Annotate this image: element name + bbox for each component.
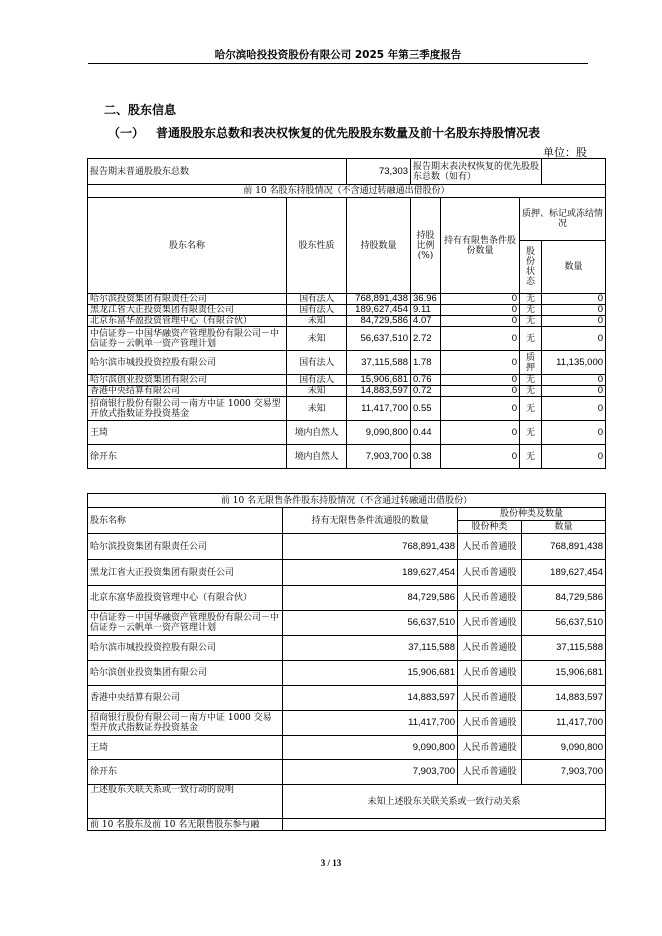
- section-title: 二、股东信息: [104, 103, 177, 117]
- shareholder-name: 北京东富华盈投资管理中心（有限合伙）: [88, 586, 283, 611]
- share-qty: 37,115,588: [522, 636, 606, 661]
- holding-ratio: 0.72: [411, 386, 441, 397]
- share-type: 人民币普通股: [458, 636, 522, 661]
- shareholder-name: 哈尔滨创业投资集团有限公司: [88, 375, 287, 386]
- restricted-shares: 0: [441, 397, 520, 421]
- pledge-status: 无: [520, 445, 542, 469]
- col-header-type: 股份种类: [458, 521, 522, 534]
- shareholder-nature: 境内自然人: [287, 421, 347, 445]
- unrestricted-shares: 37,115,588: [283, 636, 458, 661]
- subsection-number: （一）: [108, 126, 145, 140]
- share-qty: 15,906,681: [522, 661, 606, 686]
- pledge-qty: 0: [542, 421, 606, 445]
- page-number: 3 / 13: [320, 858, 342, 868]
- shareholder-name: 王琦: [88, 421, 287, 445]
- table-row: [88, 386, 606, 397]
- shareholder-name: 黑龙江省大正投资集团有限责任公司: [88, 305, 287, 316]
- col-header-shares: 持股数量: [347, 198, 411, 294]
- table-row: [88, 305, 606, 316]
- holding-ratio: 0.76: [411, 375, 441, 386]
- share-qty: 189,627,454: [522, 560, 606, 586]
- last-row: [88, 819, 606, 831]
- col-header-name: 股东名称: [88, 508, 283, 534]
- pledge-status: 无: [520, 327, 542, 351]
- share-type: 人民币普通股: [458, 611, 522, 636]
- shareholder-name: 徐开东: [88, 445, 287, 469]
- share-type: 人民币普通股: [458, 686, 522, 711]
- shareholder-nature: 国有法人: [287, 305, 347, 316]
- report-header: 哈尔滨哈投投资股份有限公司 2025 年第三季度报告: [214, 49, 462, 61]
- related-value: 未知上述股东关联关系或一致行动关系: [283, 785, 606, 819]
- table-row: [88, 586, 606, 611]
- last-row-label: 前 10 名股东及前 10 名无限售股东参与融: [88, 819, 283, 831]
- shareholder-name: 招商银行股份有限公司－南方中证 1000 交易型开放式指数证券投资基金: [88, 711, 283, 736]
- shareholder-name: 哈尔滨投资集团有限责任公司: [88, 534, 283, 560]
- top10-unrestricted-table: [87, 493, 606, 831]
- pledge-qty: 0: [542, 316, 606, 327]
- table-row: [88, 560, 606, 586]
- col-header-name: 股东名称: [88, 198, 287, 294]
- shareholder-nature: 境内自然人: [287, 445, 347, 469]
- pledge-qty: 11,135,000: [542, 351, 606, 375]
- col-header-qty: 数量: [522, 521, 606, 534]
- unrestricted-shares: 56,637,510: [283, 611, 458, 636]
- shares-held: 768,891,438: [347, 294, 411, 305]
- table-row: [88, 397, 606, 421]
- pledge-qty: 0: [542, 445, 606, 469]
- share-qty: 7,903,700: [522, 760, 606, 785]
- shares-held: 189,627,454: [347, 305, 411, 316]
- shareholder-name: 中信证券－中国华融资产管理股份有限公司－中信证券－云帆单一资产管理计划: [88, 327, 287, 351]
- shareholder-name: 香港中央结算有限公司: [88, 386, 287, 397]
- pledge-status: 无: [520, 397, 542, 421]
- col-header-pledge-qty: 数量: [542, 241, 606, 294]
- share-type: 人民币普通股: [458, 560, 522, 586]
- restricted-shares: 0: [441, 305, 520, 316]
- shareholder-nature: 未知: [287, 316, 347, 327]
- subsection-text: 普通股股东总数和表决权恢复的优先股股东数量及前十名股东持股情况表: [156, 126, 541, 140]
- shareholder-name: 王琦: [88, 736, 283, 760]
- table-row: [88, 636, 606, 661]
- share-type: 人民币普通股: [458, 586, 522, 611]
- table-row: [88, 294, 606, 305]
- holding-ratio: 9.11: [411, 305, 441, 316]
- related-label: 上述股东关联关系或一致行动的说明: [88, 785, 283, 819]
- unrestricted-shares: 9,090,800: [283, 736, 458, 760]
- share-qty: 84,729,586: [522, 586, 606, 611]
- table-row: [88, 421, 606, 445]
- shares-held: 9,090,800: [347, 421, 411, 445]
- pledge-status: 无: [520, 294, 542, 305]
- holding-ratio: 4.07: [411, 316, 441, 327]
- share-type: 人民币普通股: [458, 661, 522, 686]
- unrestricted-shares: 84,729,586: [283, 586, 458, 611]
- unrestricted-shares: 189,627,454: [283, 560, 458, 586]
- restricted-shares: 0: [441, 375, 520, 386]
- section-row: [88, 494, 606, 508]
- shareholder-name: 哈尔滨创业投资集团有限公司: [88, 661, 283, 686]
- shareholder-name: 徐开东: [88, 760, 283, 785]
- shareholder-name: 哈尔滨投资集团有限责任公司: [88, 294, 287, 305]
- shareholder-name: 哈尔滨市城投投资控股有限公司: [88, 351, 287, 375]
- table-row: [88, 736, 606, 760]
- pledge-qty: 0: [542, 305, 606, 316]
- share-qty: 56,637,510: [522, 611, 606, 636]
- col-header-ratio: 持股比例(%): [411, 198, 441, 294]
- shareholder-name: 黑龙江省大正投资集团有限责任公司: [88, 560, 283, 586]
- table-row: [88, 686, 606, 711]
- related-row: [88, 785, 606, 819]
- share-type: 人民币普通股: [458, 760, 522, 785]
- restricted-shares: 0: [441, 386, 520, 397]
- shares-held: 56,637,510: [347, 327, 411, 351]
- table-row: [88, 711, 606, 736]
- table-row: [88, 760, 606, 785]
- shares-held: 84,729,586: [347, 316, 411, 327]
- subsection-title: [108, 124, 540, 141]
- table-row: [88, 327, 606, 351]
- holding-ratio: 36.96: [411, 294, 441, 305]
- summary-row: [88, 159, 606, 185]
- total-holders-value: 73,303: [347, 159, 411, 185]
- pledge-status: 无: [520, 386, 542, 397]
- shareholder-name: 中信证券－中国华融资产管理股份有限公司－中信证券－云帆单一资产管理计划: [88, 611, 283, 636]
- shareholder-name: 香港中央结算有限公司: [88, 686, 283, 711]
- col-header-pledge-status: 股份状态: [520, 241, 542, 294]
- header-row: [88, 198, 606, 241]
- table-row: [88, 351, 606, 375]
- shareholder-nature: 国有法人: [287, 375, 347, 386]
- table-row: [88, 316, 606, 327]
- share-type: 人民币普通股: [458, 534, 522, 560]
- restricted-shares: 0: [441, 445, 520, 469]
- unrestricted-shares: 14,883,597: [283, 686, 458, 711]
- restricted-shares: 0: [441, 327, 520, 351]
- shares-held: 14,883,597: [347, 386, 411, 397]
- section-row: [88, 185, 606, 198]
- shareholder-name: 哈尔滨市城投投资控股有限公司: [88, 636, 283, 661]
- shareholder-name: 北京东富华盈投资管理中心（有限合伙）: [88, 316, 287, 327]
- share-type: 人民币普通股: [458, 736, 522, 760]
- unrestricted-shares: 11,417,700: [283, 711, 458, 736]
- holding-ratio: 0.38: [411, 445, 441, 469]
- shareholder-nature: 国有法人: [287, 351, 347, 375]
- top10-section-title: 前 10 名股东持股情况（不含通过转融通出借股份）: [88, 185, 606, 198]
- total-holders-label: 报告期末普通股股东总数: [88, 159, 347, 185]
- share-qty: 768,891,438: [522, 534, 606, 560]
- col-header-nature: 股东性质: [287, 198, 347, 294]
- shareholder-name: 招商银行股份有限公司－南方中证 1000 交易型开放式指数证券投资基金: [88, 397, 287, 421]
- table-row: [88, 611, 606, 636]
- shares-held: 37,115,588: [347, 351, 411, 375]
- last-row-value: [283, 819, 606, 831]
- unrestricted-shares: 7,903,700: [283, 760, 458, 785]
- restricted-shares: 0: [441, 316, 520, 327]
- holding-ratio: 0.44: [411, 421, 441, 445]
- unrestricted-shares: 768,891,438: [283, 534, 458, 560]
- pledge-qty: 0: [542, 386, 606, 397]
- unrestricted-shares: 15,906,681: [283, 661, 458, 686]
- shareholder-nature: 未知: [287, 327, 347, 351]
- col-header-unrestricted-shares: 持有无限售条件流通股的数量: [283, 508, 458, 534]
- holding-ratio: 1.78: [411, 351, 441, 375]
- table-row: [88, 661, 606, 686]
- shares-held: 11,417,700: [347, 397, 411, 421]
- shareholder-nature: 未知: [287, 386, 347, 397]
- table-row: [88, 375, 606, 386]
- header-divider: [88, 63, 588, 64]
- holding-ratio: 2.72: [411, 327, 441, 351]
- pref-holders-label: 报告期末表决权恢复的优先股股东总数（如有）: [411, 159, 542, 185]
- restricted-shares: 0: [441, 421, 520, 445]
- pledge-qty: 0: [542, 397, 606, 421]
- restricted-shares: 0: [441, 294, 520, 305]
- share-qty: 14,883,597: [522, 686, 606, 711]
- pledge-status: 无: [520, 305, 542, 316]
- pledge-status: 质押: [520, 351, 542, 375]
- share-qty: 9,090,800: [522, 736, 606, 760]
- shareholder-nature: 国有法人: [287, 294, 347, 305]
- col-header-pledge: 质押、标记或冻结情况: [520, 198, 606, 241]
- header-row: [88, 508, 606, 521]
- table-row: [88, 445, 606, 469]
- pref-holders-value: [542, 159, 606, 185]
- holding-ratio: 0.55: [411, 397, 441, 421]
- pledge-status: 无: [520, 375, 542, 386]
- col-header-type-group: 股份种类及数量: [458, 508, 606, 521]
- shares-held: 7,903,700: [347, 445, 411, 469]
- unrestricted-section-title: 前 10 名无限售条件股东持股情况（不含通过转融通出借股份）: [88, 494, 606, 508]
- pledge-status: 无: [520, 421, 542, 445]
- pledge-qty: 0: [542, 375, 606, 386]
- share-qty: 11,417,700: [522, 711, 606, 736]
- unit-label: 单位：股: [543, 146, 587, 159]
- pledge-qty: 0: [542, 327, 606, 351]
- restricted-shares: 0: [441, 351, 520, 375]
- pledge-qty: 0: [542, 294, 606, 305]
- shareholder-nature: 未知: [287, 397, 347, 421]
- col-header-restricted: 持有有限售条件股份数量: [441, 198, 520, 294]
- share-type: 人民币普通股: [458, 711, 522, 736]
- pledge-status: 无: [520, 316, 542, 327]
- shares-held: 15,906,681: [347, 375, 411, 386]
- top10-shareholders-table: [87, 158, 606, 469]
- table-row: [88, 534, 606, 560]
